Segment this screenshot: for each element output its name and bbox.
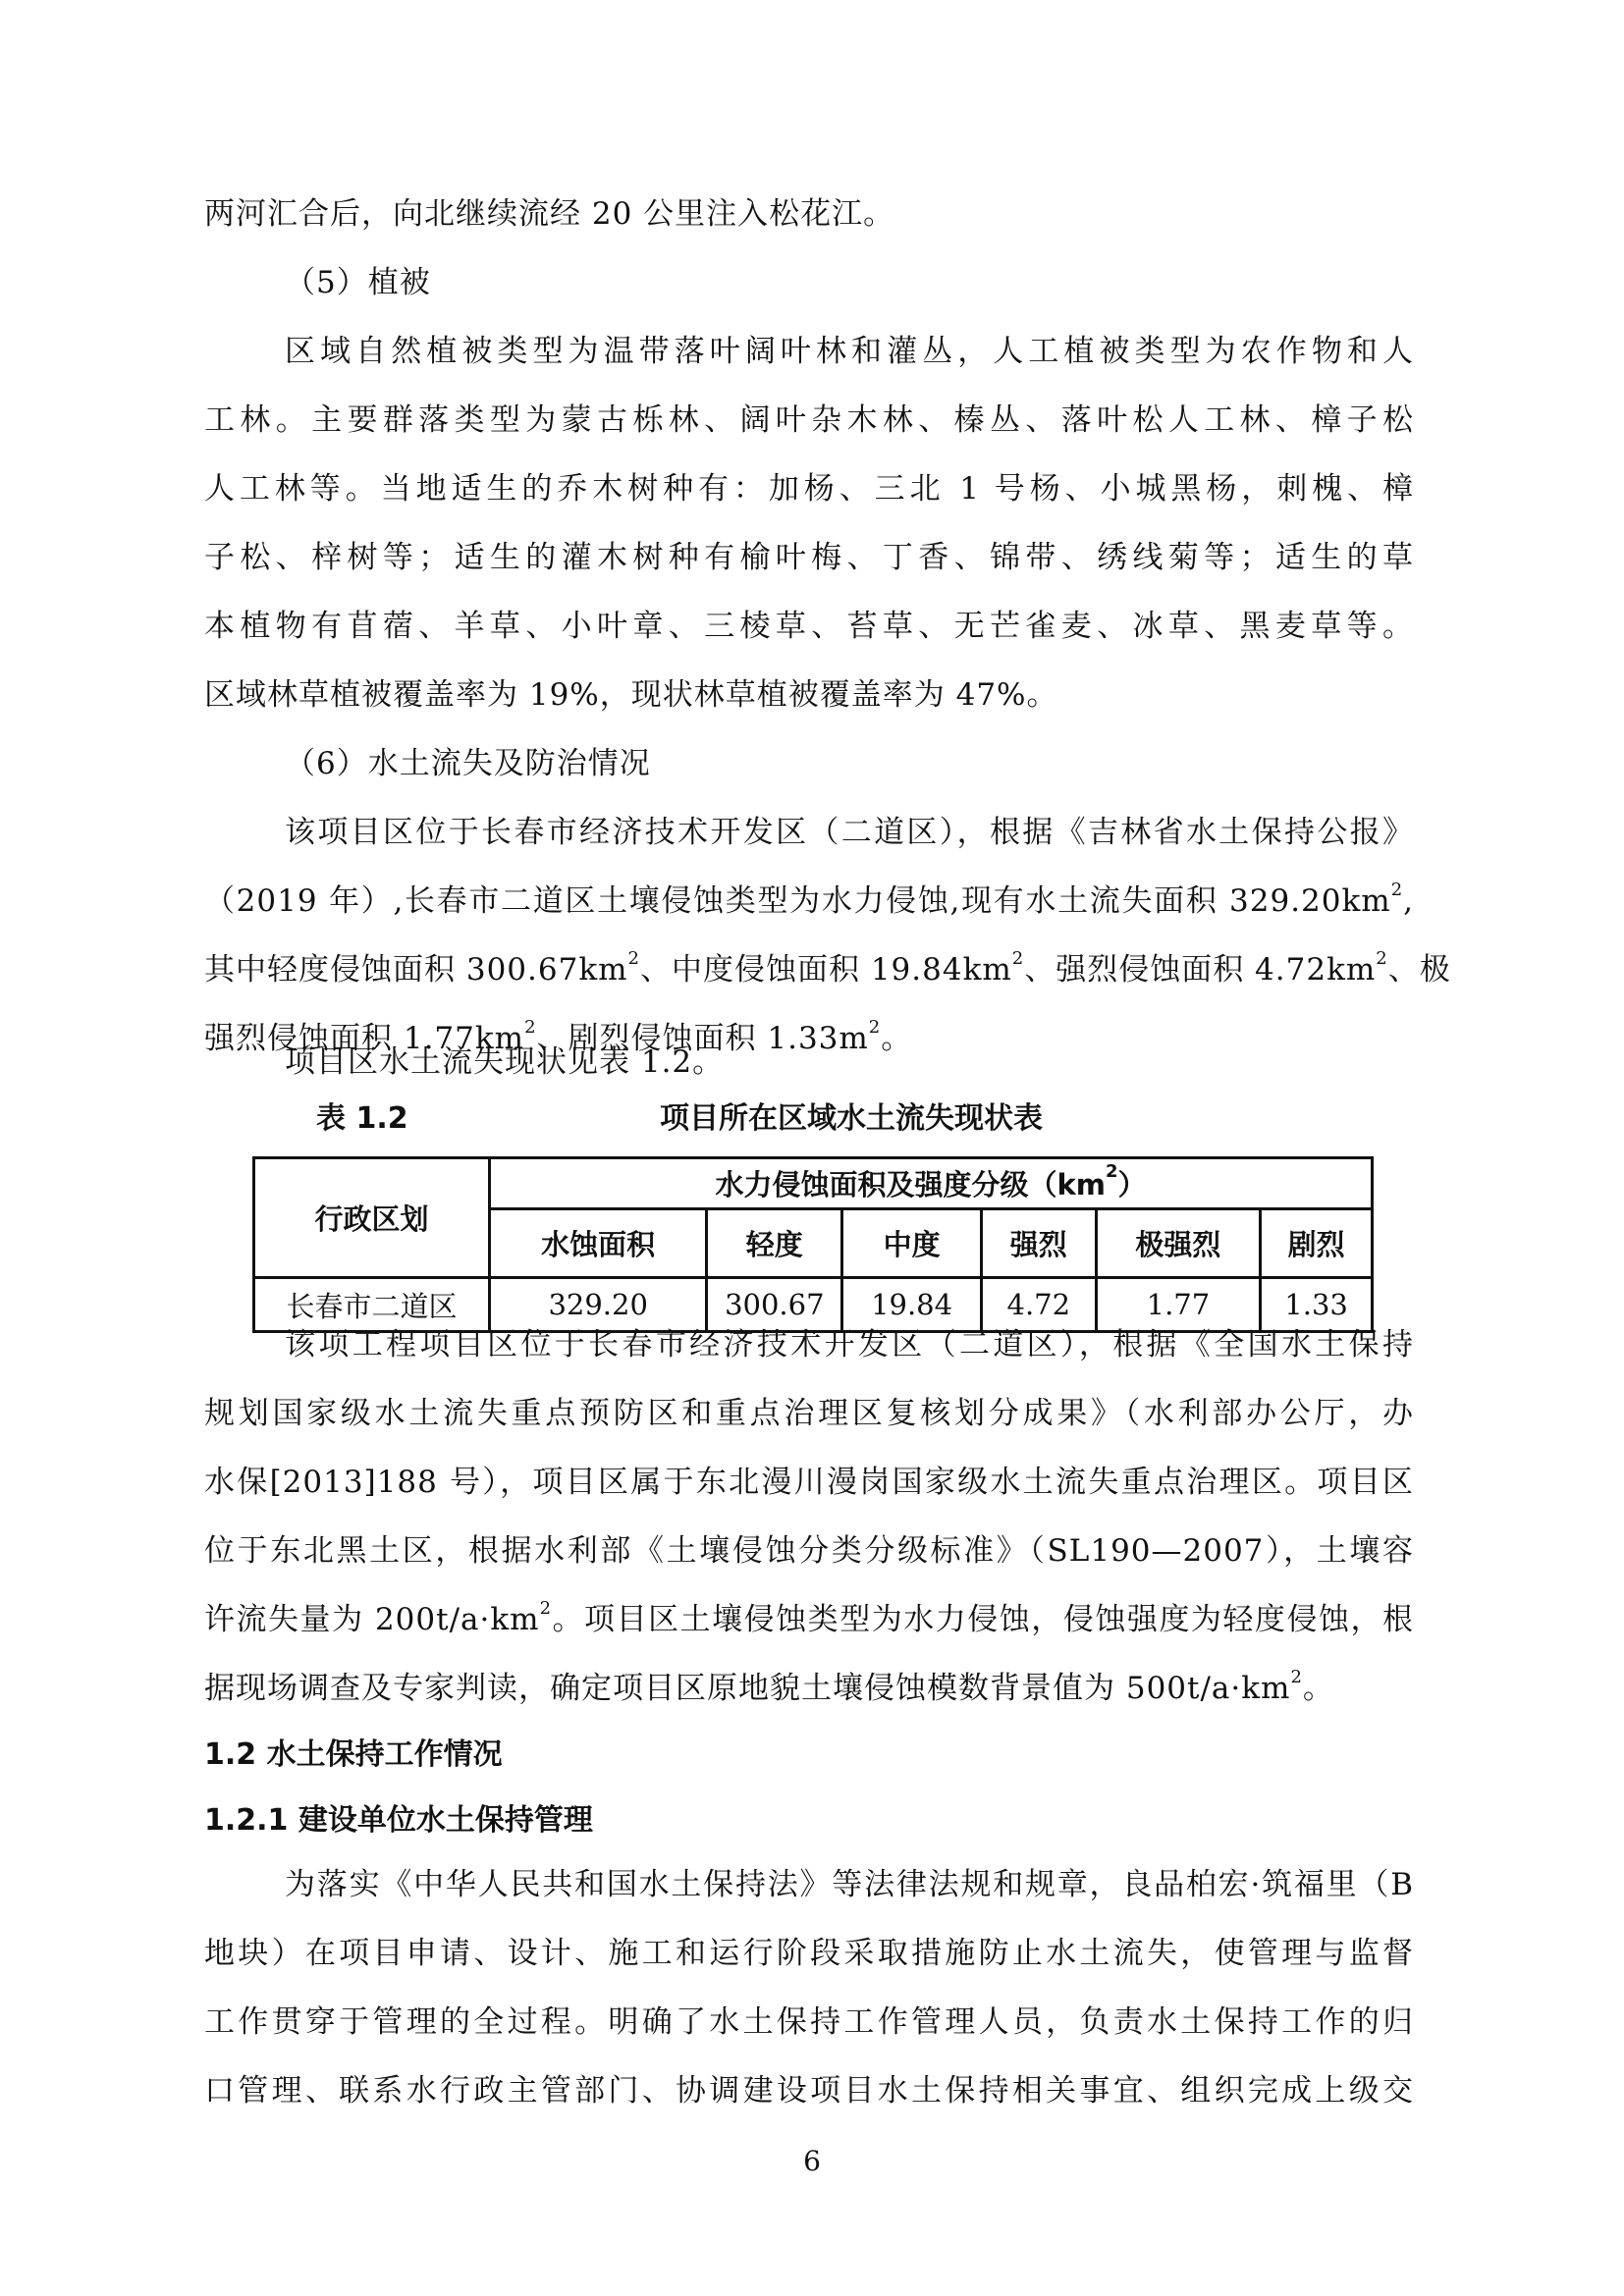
table-reference-line: 项目区水土流失现状见表 1.2。 [285, 1044, 725, 1080]
section-heading-1-2-1: 1.2.1 建设单位水土保持管理 [204, 1803, 593, 1838]
table-column-header: 剧烈 [1261, 1209, 1373, 1278]
text-run: 、强烈侵蚀面积 4.72km [1024, 952, 1377, 988]
paragraph-line: 位于东北黑土区，根据水利部《土壤侵蚀分类分级标准》（SL190—2007），土壤容 [204, 1533, 1414, 1569]
text-run: 。 [1302, 1671, 1334, 1706]
paragraph-line [204, 881, 1414, 921]
section-title-vegetation: （5）植被 [285, 265, 431, 300]
table-cell-region: 长春市二道区 [254, 1278, 490, 1332]
table-caption-number: 表 1.2 [316, 1101, 408, 1136]
paragraph-line: 工林。主要群落类型为蒙古栎林、阔叶杂木林、榛丛、落叶松人工林、樟子松 [204, 402, 1414, 438]
paragraph-line: 子松、梓树等；适生的灌木树种有榆叶梅、丁香、锦带、绣线菊等；适生的草 [204, 540, 1414, 575]
paragraph-line: 为落实《中华人民共和国水土保持法》等法律法规和规章，良品柏宏·筑福里（B [285, 1867, 1414, 1902]
text-run: 、剧烈侵蚀面积 1.33m [536, 1021, 869, 1056]
table-cell: 300.67 [707, 1278, 842, 1332]
superscript: 2 [1290, 1667, 1303, 1687]
table-cell: 4.72 [981, 1278, 1096, 1332]
table-cell: 19.84 [842, 1278, 982, 1332]
table-column-header: 极强烈 [1096, 1209, 1261, 1278]
page-number: 6 [803, 2145, 821, 2177]
paragraph-line: 该项工程项目区位于长春市经济技术开发区（二道区），根据《全国水土保持 [285, 1327, 1414, 1362]
paragraph-line [204, 1600, 1414, 1639]
paragraph-line: 水保[2013]188 号），项目区属于东北漫川漫岗国家级水土流失重点治理区。项目区 [204, 1465, 1414, 1500]
superscript: 2 [1011, 948, 1025, 969]
paragraph-line: 规划国家级水土流失重点预防区和重点治理区复核划分成果》（水利部办公厅，办 [204, 1396, 1414, 1431]
paragraph-line: 地块）在项目申请、设计、施工和运行阶段采取措施防止水土流失，使管理与监督 [204, 1936, 1414, 1971]
table-column-header: 中度 [842, 1209, 982, 1278]
superscript: 2 [1376, 948, 1388, 969]
paragraph-line: 口管理、联系水行政主管部门、协调建设项目水土保持相关事宜、组织完成上级交 [204, 2073, 1414, 2109]
superscript: 2 [1390, 880, 1404, 900]
paragraph-line: 该项目区位于长春市经济技术开发区（二道区），根据《吉林省水土保持公报》 [285, 815, 1414, 850]
table-column-header: 轻度 [707, 1209, 842, 1278]
paragraph-line: 区域林草植被覆盖率为 19%，现状林草植被覆盖率为 47%。 [204, 677, 1058, 713]
paragraph-line [204, 948, 1451, 989]
text-run: 。 [881, 1021, 913, 1056]
table-row [254, 1278, 1373, 1332]
superscript: 2 [524, 1017, 537, 1038]
text-run: 、极 [1387, 952, 1451, 988]
superscript: 2 [627, 948, 640, 969]
table-column-header: 强烈 [981, 1209, 1096, 1278]
superscript: 2 [539, 1598, 553, 1619]
paragraph-line: 两河汇合后，向北继续流经 20 公里注入松花江。 [204, 196, 895, 232]
text-run: 据现场调查及专家判读，确定项目区原地貌土壤侵蚀模数背景值为 500t/a·km [204, 1671, 1291, 1706]
table-cell: 1.33 [1261, 1278, 1373, 1332]
paragraph-line: 工作贯穿于管理的全过程。明确了水土保持工作管理人员，负责水土保持工作的归 [204, 2004, 1414, 2040]
table-header-region: 行政区划 [254, 1158, 490, 1278]
text-run: （2019 年）,长春市二道区土壤侵蚀类型为水力侵蚀,现有水土流失面积 329.20km [204, 883, 1391, 919]
text-run: 许流失量为 200t/a·km [204, 1602, 540, 1637]
table-column-header: 水蚀面积 [489, 1209, 706, 1278]
section-title-soil-erosion: （6）水土流失及防治情况 [285, 746, 651, 781]
table-header-group: 水力侵蚀面积及强度分级$(km^2)$ [489, 1158, 1372, 1209]
text-run: 其中轻度侵蚀面积 300.67km [204, 952, 628, 988]
text-run: , [1403, 883, 1414, 919]
paragraph-line [204, 1669, 1414, 1708]
table-caption-title: 项目所在区域水土流失现状表 [660, 1101, 1043, 1136]
table-cell: 1.77 [1096, 1278, 1261, 1332]
text-run: 强烈侵蚀面积 1.77km [204, 1021, 525, 1056]
soil-erosion-table [252, 1156, 1374, 1333]
paragraph-line: 人工林等。当地适生的乔木树种有：加杨、三北 1 号杨、小城黑杨，刺槐、樟 [204, 471, 1414, 507]
text-run: 。项目区土壤侵蚀类型为水力侵蚀，侵蚀强度为轻度侵蚀，根 [552, 1602, 1414, 1637]
paragraph-line: 区域自然植被类型为温带落叶阔叶林和灌丛，人工植被类型为农作物和人 [285, 334, 1414, 369]
section-heading-1-2: 1.2 水土保持工作情况 [204, 1737, 503, 1772]
superscript: 2 [868, 1017, 882, 1038]
table-cell: 329.20 [489, 1278, 706, 1332]
text-run: 、中度侵蚀面积 19.84km [639, 952, 1012, 988]
paragraph-line: 本植物有苜蓿、羊草、小叶章、三棱草、苔草、无芒雀麦、冰草、黑麦草等。 [204, 609, 1414, 644]
